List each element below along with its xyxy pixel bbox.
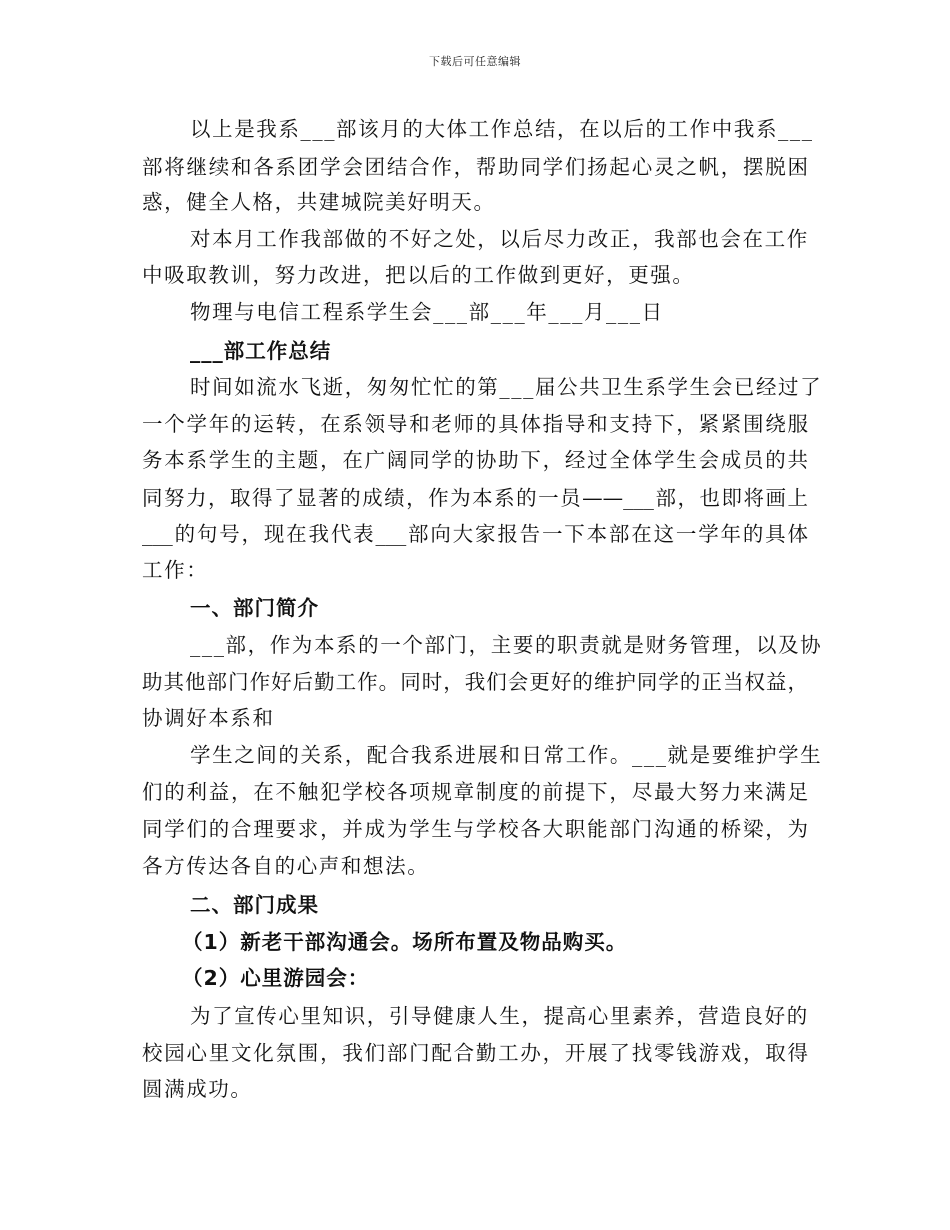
paragraph-line: 对本月工作我部做的不好之处，以后尽力改正，我部也会在工作 [190, 227, 809, 251]
paragraph-line: 为了宣传心里知识，引导健康人生，提高心里素养，营造良好的 [190, 1004, 809, 1028]
paragraph-line: 务本系学生的主题，在广阔同学的协助下，经过全体学生会成员的共 [142, 448, 808, 472]
paragraph-line: 工作： [142, 558, 209, 582]
paragraph-line: 部将继续和各系团学会团结合作，帮助同学们扬起心灵之帆，摆脱困 [142, 155, 808, 179]
paragraph-line: 们的利益，在不触犯学校各项规章制度的前提下，尽最大努力来满足 [142, 780, 808, 804]
paragraph-line: 以上是我系___部该月的大体工作总结，在以后的工作中我系___ [190, 117, 814, 141]
paragraph-line: 同努力，取得了显著的成绩，作为本系的一员——___部，也即将画上 [142, 486, 808, 510]
paragraph-line: 校园心里文化氛围，我们部门配合勤工办，开展了找零钱游戏，取得 [142, 1041, 808, 1065]
paragraph-line: 一个学年的运转，在系领导和老师的具体指导和支持下，紧紧围绕服 [142, 412, 808, 436]
paragraph-line: 同学们的合理要求，并成为学生与学校各大职能部门沟通的桥梁，为 [142, 817, 808, 841]
page-header: 下载后可任意编辑 [429, 55, 521, 68]
paragraph-line: ___部，作为本系的一个部门，主要的职责就是财务管理，以及协 [190, 633, 823, 657]
paragraph-line: 学生之间的关系，配合我系进展和日常工作。___就是要维护学生 [190, 743, 823, 767]
section-heading: 二、部门成果 [190, 893, 319, 917]
paragraph-line: 时间如流水飞逝，匆匆忙忙的第___届公共卫生系学生会已经过了 [190, 375, 823, 399]
paragraph-line: 助其他部门作好后勤工作。同时，我们会更好的维护同学的正当权益， [142, 670, 808, 694]
section-heading: 一、部门简介 [190, 596, 319, 620]
paragraph-line: 协调好本系和 [142, 706, 275, 730]
list-item: （2）心里游园会： [182, 966, 370, 990]
signature-line: 物理与电信工程系学生会___部___年___月___日 [190, 300, 664, 324]
paragraph-line: 惑，健全人格，共建城院美好明天。 [142, 190, 496, 214]
paragraph-line: 各方传达各自的心声和想法。 [142, 854, 430, 878]
paragraph-line: ___的句号，现在我代表___部向大家报告一下本部在这一学年的具体 [142, 522, 808, 546]
list-item: （1）新老干部沟通会。场所布置及物品购买。 [182, 930, 628, 954]
paragraph-line: 中吸取教训，努力改进，把以后的工作做到更好，更强。 [142, 263, 695, 287]
section-title: ___部工作总结 [190, 339, 332, 363]
paragraph-line: 圆满成功。 [142, 1077, 253, 1101]
